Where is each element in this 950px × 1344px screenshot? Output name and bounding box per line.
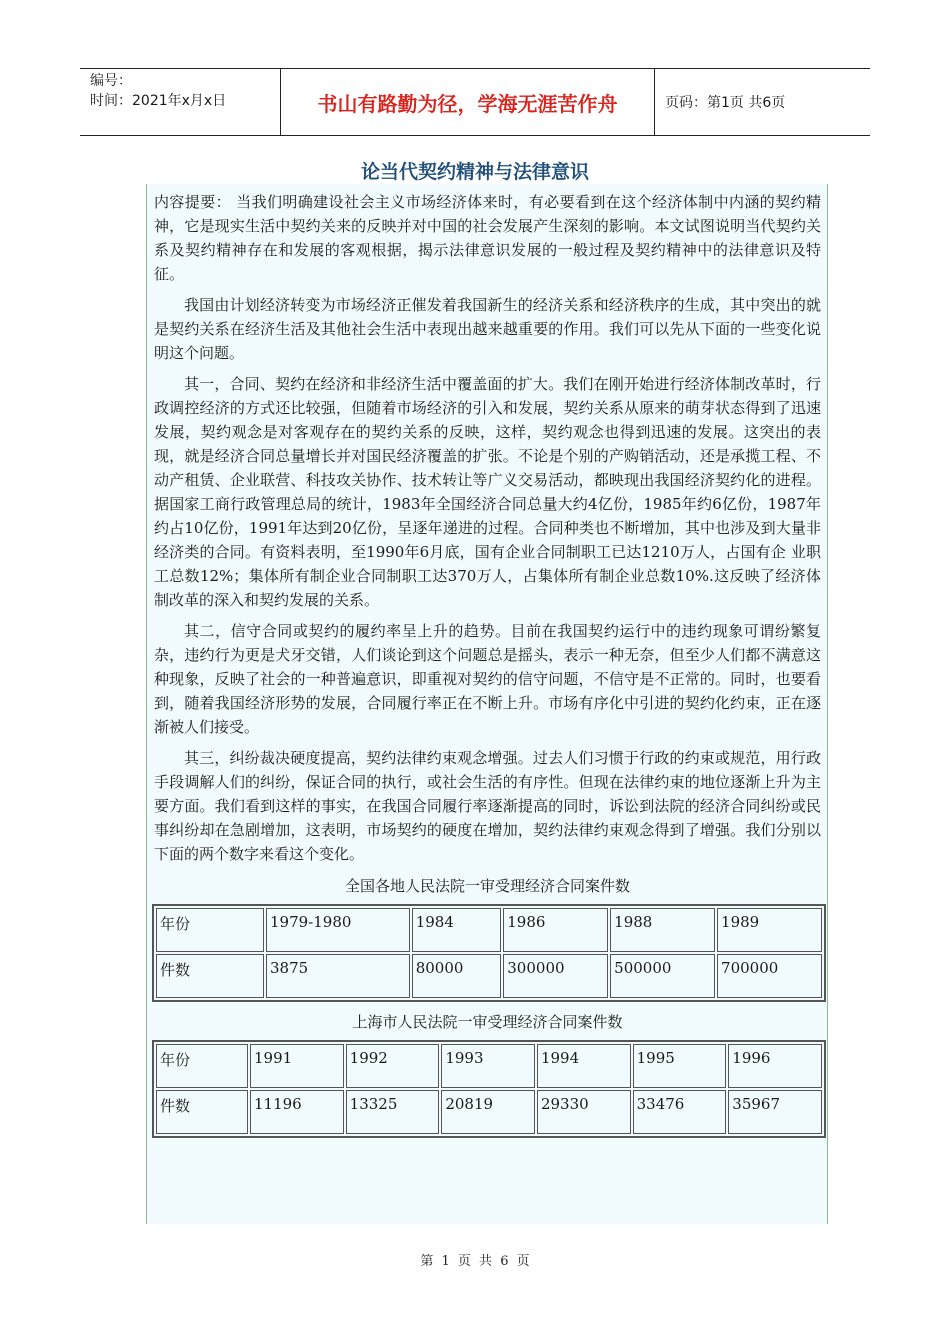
header-meta [80,69,280,135]
table-row [156,908,822,952]
table-cell: 13325 [346,1090,440,1134]
shanghai-cases-table [152,1040,826,1138]
table-cell: 件数 [156,1090,248,1134]
table-cell: 3875 [266,954,410,998]
national-cases-table [152,904,826,1002]
time-label: 时间：2021年x月x日 [90,93,227,109]
body-paragraph: 我国由计划经济转变为市场经济正催发着我国新生的经济关系和经济秩序的生成，其中突出的就是契约关系在经济生活及其他社会生活中表现出越来越重要的作用。我们可以先从下面的一些变化说明这个问题。 [154,296,821,362]
table-cell: 1995 [633,1044,727,1088]
table-cell: 1986 [503,908,608,952]
table-cell: 年份 [156,1044,248,1088]
table-cell: 1984 [412,908,502,952]
table-cell: 年份 [156,908,264,952]
header-page-info: 页码：第1页 共6页 [665,95,786,111]
abstract-paragraph: 内容提要： 当我们明确建设社会主义市场经济体来时，有必要看到在这个经济体制中内涵的契约精神，它是现实生活中契约关来的反映并对中国的社会发展产生深刻的影响。本文试图说明当代契约关系及契约精神存在和发展的客观根据，揭示法律意识发展的一般过程及契约精神中的法律意识及特征。 [154,193,821,283]
body-paragraph: 其三，纠纷裁决硬度提高，契约法律约束观念增强。过去人们习惯于行政的约束或规范，用行政手段调解人们的纠纷，保证合同的执行，或社会生活的有序性。但现在法律约束的地位逐渐上升为主要方面。我们看到这样的事实，在我国合同履行率逐渐提高的同时，诉讼到法院的经济合同纠纷或民事纠纷却在急剧增加，这表明，市场契约的硬度在增加，契约法律约束观念得到了增强。我们分别以下面的两个数字来看这个变化。 [154,749,821,863]
page-footer: 第 1 页 共 6 页 [420,1254,530,1269]
table-caption: 全国各地人民法院一审受理经济合同案件数 [344,877,630,895]
table-cell: 1991 [250,1044,344,1088]
table-cell: 35967 [728,1090,822,1134]
table-cell: 1979-1980 [266,908,410,952]
table-cell: 件数 [156,954,264,998]
document-header [80,68,870,136]
article-body [146,184,828,1224]
table-row [156,1044,822,1088]
table-caption: 上海市人民法院一审受理经济合同案件数 [352,1013,623,1031]
table-cell: 29330 [537,1090,631,1134]
table-cell: 1988 [610,908,715,952]
header-motto: 书山有路勤为径，学海无涯苦作舟 [317,91,618,116]
table-cell: 300000 [503,954,608,998]
body-paragraph: 其二，信守合同或契约的履约率呈上升的趋势。目前在我国契约运行中的违约现象可谓纷繁复杂，违约行为更是犬牙交错，人们谈论到这个问题总是摇头，表示一种无奈，但至少人们都不满意这种现象，反映了社会的一种普遍意识，即重视对契约的信守问题，不信守是不正常的。同时，也要看到，随着我国经济形势的发展，合同履行率正在不断上升。市场有序化中引进的契约化约束，正在逐渐被人们接受。 [154,622,821,736]
number-label: 编号： [90,73,132,89]
table-cell: 11196 [250,1090,344,1134]
body-paragraph: 其一，合同、契约在经济和非经济生活中覆盖面的扩大。我们在刚开始进行经济体制改革时，行政调控经济的方式还比较强，但随着市场经济的引入和发展，契约关系从原来的萌芽状态得到了迅速发展，契约观念是对客观存在的契约关系的反映，这样，契约观念也得到迅速的发展。这突出的表现，就是经济合同总量增长并对国民经济覆盖的扩张。不论是个别的产购销活动，还是承揽工程、不动产租赁、企业联营、科技攻关协作、技术转让等广义交易活动，都映现出我国经济契约化的进程。据国家工商行政管理总局的统计，1983年全国经济合同总量大约4亿份，1985年约6亿份，1987年约占10亿份，1991年达到20亿份，呈逐年递进的过程。合同种类也不断增加，其中也涉及到大量非经济类的合同。有资料表明，至1990年6月底，国有企业合同制职工已达1210万人，占国有企 业职工总数12%；集体所有制企业合同制职工达370万人，占集体所有制企业总数10%.这反映了经济体制改革的深入和契约发展的关系。 [154,375,821,609]
table-cell: 1996 [728,1044,822,1088]
document-title: 论当代契约精神与法律意识 [360,161,589,183]
table-cell: 80000 [412,954,502,998]
table-cell: 700000 [717,954,822,998]
table-cell: 1992 [346,1044,440,1088]
table-row [156,1090,822,1134]
table-cell: 1993 [441,1044,535,1088]
table-cell: 1994 [537,1044,631,1088]
table-cell: 500000 [610,954,715,998]
table-cell: 20819 [441,1090,535,1134]
table-cell: 33476 [633,1090,727,1134]
table-cell: 1989 [717,908,822,952]
table-row [156,954,822,998]
